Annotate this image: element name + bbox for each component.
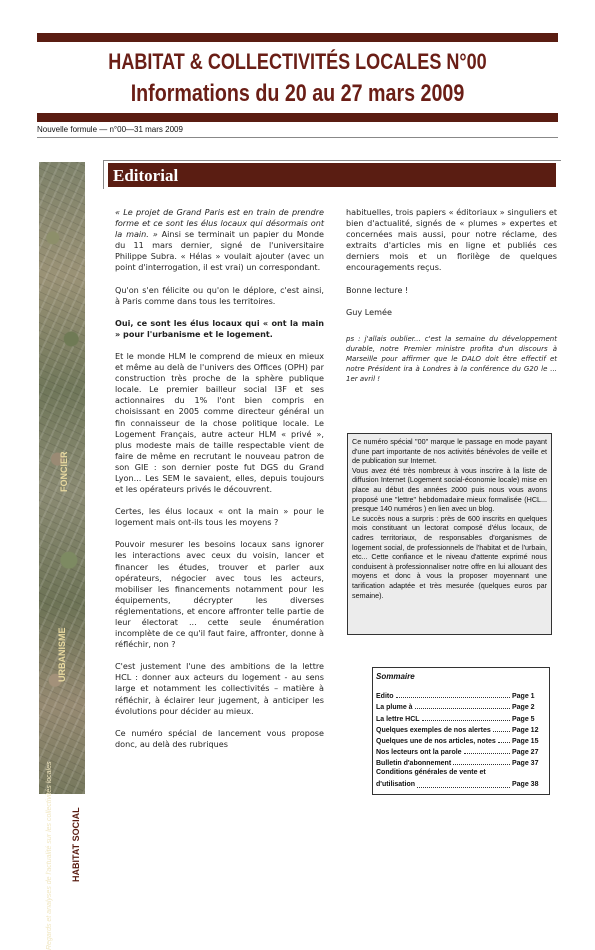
toc-item[interactable] xyxy=(376,700,546,711)
editorial-paragraph: habituelles, trois papiers « éditoriaux » singuliers et bien d'actualité, signés de « plumes » expertes et concernées mais aussi, pour notre réclame, des extraits d'articles mis en ligne et publiés ces derniers mois et un florilège de quelques encouragements reçus. xyxy=(346,207,557,273)
toc-leader xyxy=(396,697,511,698)
toc-item-page: Page 27 xyxy=(512,749,539,757)
toc-title: Sommaire xyxy=(376,672,415,681)
strip-label-habitat: HABITAT SOCIAL xyxy=(71,807,81,882)
toc-item[interactable] xyxy=(376,723,546,734)
strip-label-foncier: FONCIER xyxy=(59,451,69,492)
editorial-paragraph: Et le monde HLM le comprend de mieux en mieux et même au delà de l'univers des Offices (OPH) par construction très proche de la sphère publique locale. Le premier bailleur social I3F et ses actionnaires du 1% l'ont bien compris en choisissant en 2005 comme directeur général un fin connaisseur de la chose politique locale. Le Logement Français, autre acteur HLM « privé », plus modeste mais de taille respectable vient de faire de même en recrutant le nouveau patron de son GIE : son dernier poste fut DGS du Grand Lyon... Les SEM le savaient, elles, depuis toujours et les opérateurs privés le découvrent. xyxy=(115,350,324,495)
toc-item-label: Edito xyxy=(376,693,394,701)
toc-item[interactable] xyxy=(376,711,546,722)
editorial-highlight: Oui, ce sont les élus locaux qui « ont la main » pour l'urbanisme et le logement. xyxy=(115,317,324,339)
toc-item-label: d'utilisation xyxy=(376,780,415,788)
strip-tagline: Regards et analyses de l'actualité sur les collectivités locales xyxy=(46,761,53,950)
toc-item-label: Quelques une de nos articles, notes xyxy=(376,737,496,745)
editorial-paragraph: Qu'on s'en félicite ou qu'on le déplore, c'est ainsi, à Paris comme dans tous les territoires. xyxy=(115,284,324,306)
toc-item-page: Page 2 xyxy=(512,704,535,712)
announcement-paragraph: Le succès nous a surpris : près de 600 inscrits en quelques mois constituant un lectorat composé d'élus locaux, de cadres territoriaux, de responsables d'organismes de logement social, de professionnels de l'habitat et de l'urbain, etc... Cette confiance et le niveau d'attente exprimé nous conduisent à professionnaliser notre offre en lui allouant des moyens et donc à vous la proposer moyennant une tarification adaptée et très mesurée (quelques euros par semaine). xyxy=(352,513,547,600)
table-of-contents xyxy=(372,667,550,795)
editorial-text: Ainsi se terminait un papier du Monde du 11 mars dernier, signé de l'universitaire Philippe Subra. « Hélas » voulait ajouter (avec un point d'interrogation, il est vrai) un correspondant. xyxy=(115,229,324,273)
toc-leader xyxy=(415,708,510,709)
toc-item-label: Nos lecteurs ont la parole xyxy=(376,749,462,757)
strip-label-urbanisme: URBANISME xyxy=(57,627,67,682)
toc-item[interactable] xyxy=(376,756,546,767)
toc-item-label: La plume à xyxy=(376,704,413,712)
newsletter-subtitle: Informations du 20 au 27 mars 2009 xyxy=(130,80,465,107)
announcement-paragraph: Ce numéro spécial "00" marque le passage en mode payant d'une part importante de nos activités bénévoles de veille et de publication sur Internet. xyxy=(352,437,547,466)
toc-item-page: Page 15 xyxy=(512,737,539,745)
header-bottom-rule xyxy=(37,113,558,122)
editorial-paragraph: C'est justement l'une des ambitions de la lettre HCL : donner aux acteurs du logement - au sens large et notamment les collectivités – matière à réfléchir, à éclairer leur jugement, à anticiper les évolutions pour décider au mieux. xyxy=(115,661,324,716)
toc-item-label: Conditions générales de vente et xyxy=(376,769,486,777)
announcement-paragraph: Vous avez été très nombreux à vous inscrire à la liste de diffusion Internet (Logement social-économie locale) mise en place au début des années 2000 puis nous vous avons proposé une "lettre" hebdomadaire mieux formalisée (HCL... presque 140 numéros ) en lien avec un blog. xyxy=(352,465,547,514)
toc-item-page: Page 12 xyxy=(512,726,539,734)
editorial-paragraph xyxy=(115,207,324,274)
editorial-author: Guy Lemée xyxy=(346,306,392,317)
editorial-column-left xyxy=(115,207,324,761)
header-top-rule xyxy=(37,33,558,42)
toc-item-label: La lettre HCL xyxy=(376,715,420,723)
toc-item-page: Page 38 xyxy=(512,780,539,788)
toc-item[interactable] xyxy=(376,734,546,745)
toc-leader xyxy=(498,742,510,743)
announcement-box xyxy=(347,433,552,635)
toc-item[interactable] xyxy=(376,745,546,756)
toc-item-label: Quelques exemples de nos alertes xyxy=(376,726,491,734)
toc-leader xyxy=(417,787,510,788)
toc-leader xyxy=(493,731,510,732)
section-title: Editorial xyxy=(113,166,179,185)
editorial-paragraph: Pouvoir mesurer les besoins locaux sans ignorer les interactions avec ceux du voisin, lancer et financer les études, trouver et parler aux opérateurs, négocier avec tous les acteurs, mobiliser les financements notamment pour les équipements, décrypter les diverses réglementations, et encore affronter telle partie de leur électorat ... cette seule énumération incomplète de ce qu'il faut faire, affronter, donne à réfléchir, non ? xyxy=(115,539,324,650)
toc-leader xyxy=(453,764,510,765)
aerial-photo-strip xyxy=(39,162,85,950)
toc-item-label: Bulletin d'abonnement xyxy=(376,760,452,768)
editorial-paragraph: Certes, les élus locaux « ont la main » pour le logement mais ont-ils tous les moyens ? xyxy=(115,506,324,528)
toc-item-page: Page 37 xyxy=(512,760,539,768)
editorial-quote: « Le projet de Grand Paris est en train de prendre forme et ce sont les élus locaux qui désormais ont la main. » xyxy=(115,207,324,240)
editorial-column-right xyxy=(346,207,557,395)
toc-item[interactable] xyxy=(376,689,546,700)
issue-divider xyxy=(37,137,558,138)
toc-item[interactable] xyxy=(376,768,546,789)
editorial-paragraph: Ce numéro spécial de lancement vous propose donc, au delà des rubriques xyxy=(115,727,324,749)
toc-leader xyxy=(422,720,510,721)
issue-line: Nouvelle formule — n°00—31 mars 2009 xyxy=(37,125,183,134)
editorial-signoff: Bonne lecture ! xyxy=(346,284,409,295)
toc-item-page: Page 1 xyxy=(512,693,535,701)
newsletter-title: HABITAT & COLLECTIVITÉS LOCALES N°00 xyxy=(108,49,487,74)
toc-leader xyxy=(464,753,510,754)
editorial-postscript: ps : j'allais oublier... c'est la semaine du développement durable, notre Premier ministre profita d'un discours à Marseille pour affirmer que le DALO doit être effectif et notre Président ira à Londres à la conférence du G20 le ... 1er avril ! xyxy=(346,334,557,383)
toc-item-page: Page 5 xyxy=(512,715,535,723)
